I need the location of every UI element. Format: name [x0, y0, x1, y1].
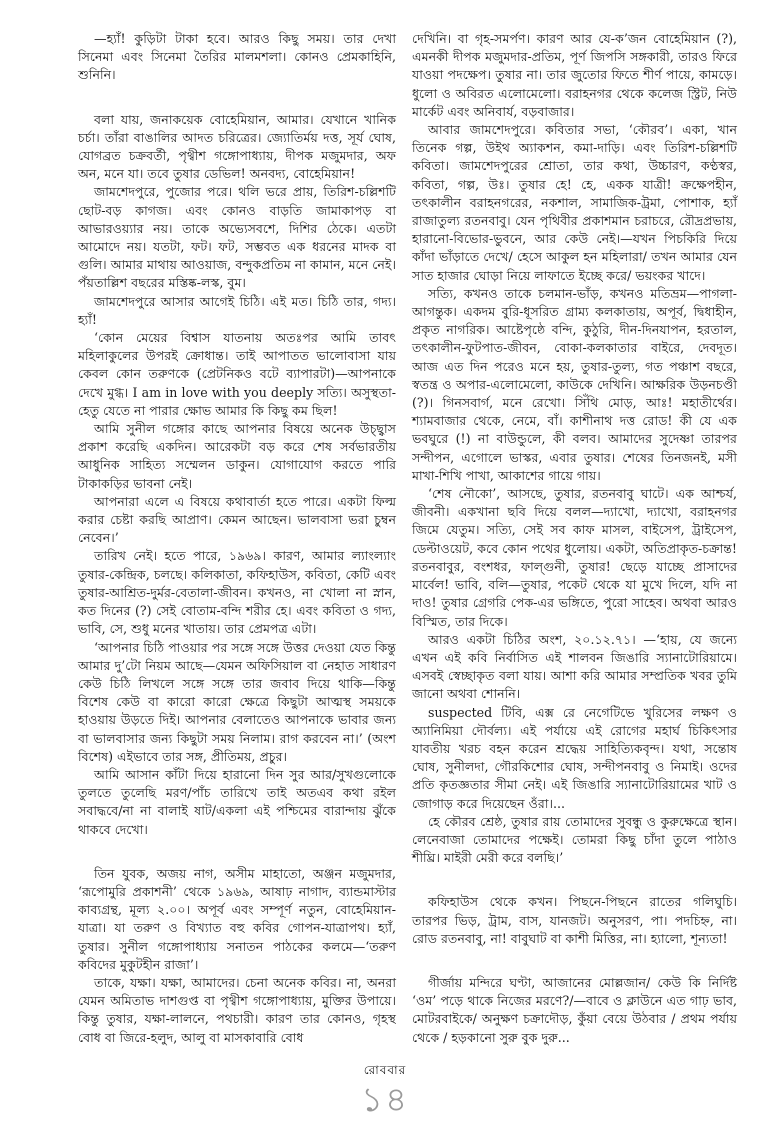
paragraph: জামশেদপুরে আসার আগেই চিঠি। এই মত। চিঠি তার, গদ্য। হ্যাঁ! — [78, 293, 396, 327]
paragraph: তারিখ নেই। হতে পারে, ১৯৬৯। কারণ, আমার ল্যাংল্যাং তুষার-কেন্দ্রিক, চলছে। কলিকাতা, কফিহাউস, কবিতা, কেটি এবং তুষার-আশ্রিত-দুর্মর-বেতালা-জীবন। কখনও, না খোলা না স্নান, কত দিনের (?) সেই বোতাম-বন্দি শরীর হে। এবং কবিতা ও গদ্য, ভাবি, সে, শুধু মনের খাতায়। তার প্রেমপত্র এটা। — [78, 548, 396, 637]
paragraph: আরও একটা চিঠির অংশ, ২০.১২.৭১। —‘হায়, যে জন্যে এখন এই কবি নির্বাসিত এই শালবন জিঙারি স্যানাটোরিয়ামে। এসবই স্বেচ্ছাকৃত বলা যায়। আশা করি আমার সম্প্রতিক খবর তুমি জানো অথবা শোননি। — [412, 631, 737, 702]
paragraph: আমি সুনীল গঙ্গোর কাছে আপনার বিষয়ে অনেক উচ্ছ্বাস প্রকাশ করেছি একদিন। আরেকটা বড় করে শেষ সর্বভারতীয় আধুনিক সাহিত্য সম্মেলন ডাকুন। যোগাযোগ করতে পারি টাকাকড়ির ভাবনা নেই। — [78, 421, 396, 491]
paragraph: জামশেদপুরে, পুজোর পরে। থলি ভরে প্রায়, তিরিশ-চল্লিশটি ছোট-বড় কাগজ। এবং কোনও বাড়তি জামাকাপড় বা আভারওয়্যার নয়। তাকে অভ্যেসবশে, দিশির ঠেকে। এতটা আমোদে নয়। যতটা, ফট। ফট, সম্ভবত এক ধরনের মাদক বা গুলি। আমার মাথায় আওয়াজ, বন্দুকপ্রতিম না কামান, মনে নেই। পঁয়তাল্লিশ বছরের মস্তিষ্ক-লস্ক, বুম। — [78, 184, 396, 291]
page-footer — [0, 1062, 770, 1118]
paragraph: সত্যি, কখনও তাকে চলমান-ভাঁড়, কখনও মতিভ্রম—পাগলা-আগন্তুক। একদম বুরি-ধূসরিত গ্রাম্য কলকাতায়, অপূর্ব, দ্বিধাহীন, প্রকৃত নাগরিক। আষ্টেপৃষ্ঠে বন্দি, কুঠুরি, দীন-দিনযাপন, হরতাল, তৎকালীন-ফুটপাত-জীবন, বোকা-কলকাতার বাইরে, দেবদূত। আজ এত দিন পরেও মনে হয়, তুষার-তুল্য, গত পঞ্চাশ বছরে, স্বতন্ত্র ও অপার-এলোমেলো, কাউকে দেখিনি। আক্ষরিক উড়নচণ্ডী (?)। গিনসবার্গ, মনে রেখো। সিঁথি মোড়, আঃ! মহাতীর্থের। শ্যামবাজার থেকে, নেমে, বাঁ। কাশীনাথ দত্ত রোড! কী যে এক ভবঘুরে (!) না বাউন্ডুলে, কী বলব। আমাদের সুদেষ্ণা তারপর সন্দীপন, এগোলে ভাস্কর, এবার তুষার। শেষের তিনজনই, মসী মাখা-শিখি পাখা, আকাশের গায়ে গায়। — [412, 285, 737, 483]
paragraph: আমি আসান কাঁটা দিয়ে হারানো দিন সুর আর/সুখগুলোকে তুলতে তুলেছি মরণ/পাঁচ তারিখে তাই অতএব কথা রইল সবাদ্ধবে/না না বালাই ষাট/একলা এই পশ্চিমের বারান্দায় ঝুঁকে থাকবে দেখো। — [78, 766, 396, 837]
paragraph: ‘আপনার চিঠি পাওয়ার পর সঙ্গে সঙ্গে উত্তর দেওয়া যেত কিন্তু আমার দু’টো নিয়ম আছে—যেমন অফিসিয়াল বা নেহাত সাধারণ কেউ চিঠি লিখলে সঙ্গে সঙ্গে তার জবাব দিয়ে থাকি—কিন্তু বিশেষ কেউ বা কারো কারো ক্ষেত্রে কিছুটা আত্মস্থ সময়কে হাওয়ায় উড়তে দিই। আপনার বেলাতেও আপনাকে ভাবার জন্য বা ভালবাসার জন্য কিছুটা সময় নিলাম। রাগ করবেন না।’ (অংশ বিশেষ) এইভাবে তার সঙ্গ, প্রীতিময়, প্রচুর। — [78, 639, 396, 764]
paragraph: ‘শেষ নৌকো’, আসছে, তুষার, রতনবাবু ঘাটে। এক আশ্চর্য, জীবনী। একখানা ছবি দিয়ে বলল—দ্যাখো, দ্যাখো, বরাহনগর জিমে যেতুম। সত্যি, সেই সব কাফ মাসল, বাইসেপ, ট্রাইসেপ, ডেল্টাওয়েট, কবে কোন পথের ধুলোয়। একটা, অতিপ্রাকৃত-চক্রান্ত! রতনবাবুর, বংশধর, ফাল্গুনী, তুষার! ছেড়ে যাচ্ছে প্রাসাদের মার্বেল! ভাবি, বলি—তুষার, পকেট থেকে যা মুখে দিলে, যদি না দাও! তুষার গ্রেগরি পেক-এর ভঙ্গিতে, পুরো সাহেব। অথবা আরও বিস্মিত, তার দিকে। — [412, 486, 737, 629]
paragraph: গীর্জায় মন্দিরে ঘণ্টা, আজানের মোল্লজান/ কেউ কি নির্দিষ্ট ‘ওম’ পড়ে থাকে নিজের মরণে?/—বাবে ও ক্লাউনে এত গাঢ় ভাব, মোটরবাইকে/ অনুক্ষণ চক্রাদৌড়, কুঁয়া বেয়ে উঠবার / প্রথম পর্যায় থেকে / হড়কানো সুরু বুক দুরু... — [412, 974, 737, 1045]
left-column — [78, 30, 396, 1047]
magazine-name: রোববার — [363, 1063, 407, 1077]
right-column — [412, 30, 737, 1047]
paragraph: হে কৌরব শ্রেষ্ঠ, তুষার রায় তোমাদের সুবন্ধু ও কুরুক্ষেত্রে স্থান। লেনেবাজা তোমাদের পক্ষেই। তোমরা কিছু চাঁদা তুলে পাঠাও শীঘ্রি। মাইরী মেরী করে বলছি।’ — [412, 813, 737, 866]
paragraph: দেখিনি। বা গৃহ-সমর্পণ। কারণ আর যে-ক’জন বোহেমিয়ান (?), এমনকী দীপক মজুমদার-প্রতিম, পূর্ণ জিপসি সঙ্গকারী, তারও ফিরে যাওয়া পদক্ষেপ। তুষার না। তার জুতোর ফিতে শীর্ণ পায়ে, কামড়ে। ধুলো ও অবিরত এলোমেলো। বরাহনগর থেকে কলেজ স্ট্রিট, নিউ মার্কেট এবং অনিবার্য, বড়বাজার। — [412, 31, 737, 119]
paragraph: তাকে, যক্ষা। যক্ষা, আমাদের। চেনা অনেক কবির। না, অনরা যেমন অমিতাভ দাশগুপ্ত বা পৃথ্বীশ গঙ্গোপাধ্যায়, মুক্তির উপায়ে। কিন্তু তুষার, যক্ষা-লালনে, পথচারী। কারণ তার কোনও, গৃহস্থ বোধ বা জিরে-হলুদ, আলু বা মাসকাবারি বোধ — [78, 974, 396, 1045]
paragraph: ‘কোন মেয়ের বিশ্বাস যাতনায় অতঃপর আমি তাবৎ মহিলাকুলের উপরই ক্রোধান্ত। তাই আপাতত ভালোবাসা যায় কেবল কোন তরুণকে (প্রেটনিকও বটে ব্যাপারটা)—আপনাকে দেখে মুগ্ধ। I am in love with you deeply সত্যি। অসুস্থতা-হেতু যেতে না পারার ক্ষোভ আমার কি কিছু কম ছিল! — [78, 330, 396, 418]
paragraph: তিন যুবক, অজয় নাগ, অসীম মাহাতো, অঞ্জন মজুমদার, ‘রূপোমুরি প্রকাশনী’ থেকে ১৯৬৯, আষাঢ় নাগাদ, ব্যান্ডমাস্টার কাব্যগ্রন্থ, মূল্য ২.০০। অপূর্ব এবং সম্পূর্ণ নতুন, বোহেমিয়ান-যাত্রা। যা তরুণ ও বিখ্যাত বহু কবির গোপন-যাত্রাপথ। হ্যাঁ, তুষার। সুনীল গঙ্গোপাধ্যায় সনাতন পাঠকের কলমে—‘তরুণ কবিদের মুকুটহীন রাজা’। — [78, 865, 396, 972]
page-number: ১৪ — [360, 1080, 410, 1120]
paragraph: কফিহাউস থেকে কখন। পিছনে-পিছনে রাতের গলিঘুচি। তারপর ভিড়, ট্রাম, বাস, যানজট। অনুসরণ, পা। পদচিহ্ন, না। রোড রতনবাবু, না! বাবুঘাট বা কাশী মিত্তির, না। হ্যালো, শূন্যতা! — [412, 894, 737, 946]
paragraph: বলা যায়, জনাকয়েক বোহেমিয়ান, আমার। যেখানে খানিক চর্চা। তাঁরা বাঙালির আদত চরিত্রের। জ্যোতির্ময় দত্ত, সূর্য ঘোষ, যোগব্রত চক্রবর্তী, পৃথ্বীশ গঙ্গোপাধ্যায়, দীপক মজুমদার, অফ অন, মনে যা। তবে তুষার ডেভিল! অনবদ্য, বোহেমিয়ান! — [78, 111, 396, 182]
paragraph: —হ্যাঁ! কুড়িটা টাকা হবে। আরও কিছু সময়। তার দেখা সিনেমা এবং সিনেমা তৈরির মালমশলা। কোনও প্রেমকাহিনি, শুনিনি। — [78, 31, 396, 83]
section-break — [412, 948, 737, 974]
paragraph: আপনারা এলে এ বিষয়ে কথাবার্তা হতে পারে। একটা ফিল্ম করার চেষ্টা করছি আপ্রাণ। কেমন আছেন। ভালবাসা ভরা চুম্বন নেবেন।’ — [78, 493, 396, 546]
section-break — [78, 839, 396, 865]
section-break — [412, 867, 737, 893]
section-break — [78, 85, 396, 111]
paragraph: suspected টিবি, এক্স রে নেগেটিভে খুরিসের লক্ষণ ও অ্যানিমিয়া দৌর্বল্য। এই পর্যায়ে এই রোগের মহার্ঘ চিকিৎসার যাবতীয় খরচ বহন করেন শ্রদ্ধেয় সাহিত্যিকবৃন্দ। যথা, সন্তোষ ঘোষ, সুনীলদা, গৌরকিশোর ঘোষ, সন্দীপনবাবু ও নিমাই। ওদের প্রতি কৃতজ্ঞতার সীমা নেই। এই জিঙারি স্যানাটোরিয়ামের খাট ও জোগাড় করে দিয়েছেন ওঁরা।... — [412, 704, 737, 811]
paragraph: আবার জামশেদপুরে। কবিতার সভা, ‘কৌরব’। একা, খান তিনেক গল্প, উইথ অ্যাকশন, কমা-দাড়ি। এবং তিরিশ-চল্লিশটি কবিতা। জামশেদপুরের শ্রোতা, তার কথা, উচ্চারণ, কণ্ঠস্বর, কবিতা, গল্প, উঃ। তুষার হে! হে, একক যাত্রী! ক্রক্ষেপহীন, তৎকালীন বরাহনগরের, নকশাল, সামাজিক-ট্রমা, পোশাক, হ্যাঁ রাজাতুল্য রতনবাবু। যেন পৃথিবীর প্রকাশমান চরাচরে, রৌদ্রপ্রভায়, হারানো-বিভোর-ভুবনে, আর কেউ নেই।—যখন পিচকিরি দিয়ে কাঁদা ভাঁড়াতে দেখে/ হেসে আকুল হন মহিলারা/ তখন আমার যেন সাত হাজার ঘোড়া নিয়ে লাফাতে ইচ্ছে করে/ ভয়ংকর খাদে। — [412, 122, 737, 283]
